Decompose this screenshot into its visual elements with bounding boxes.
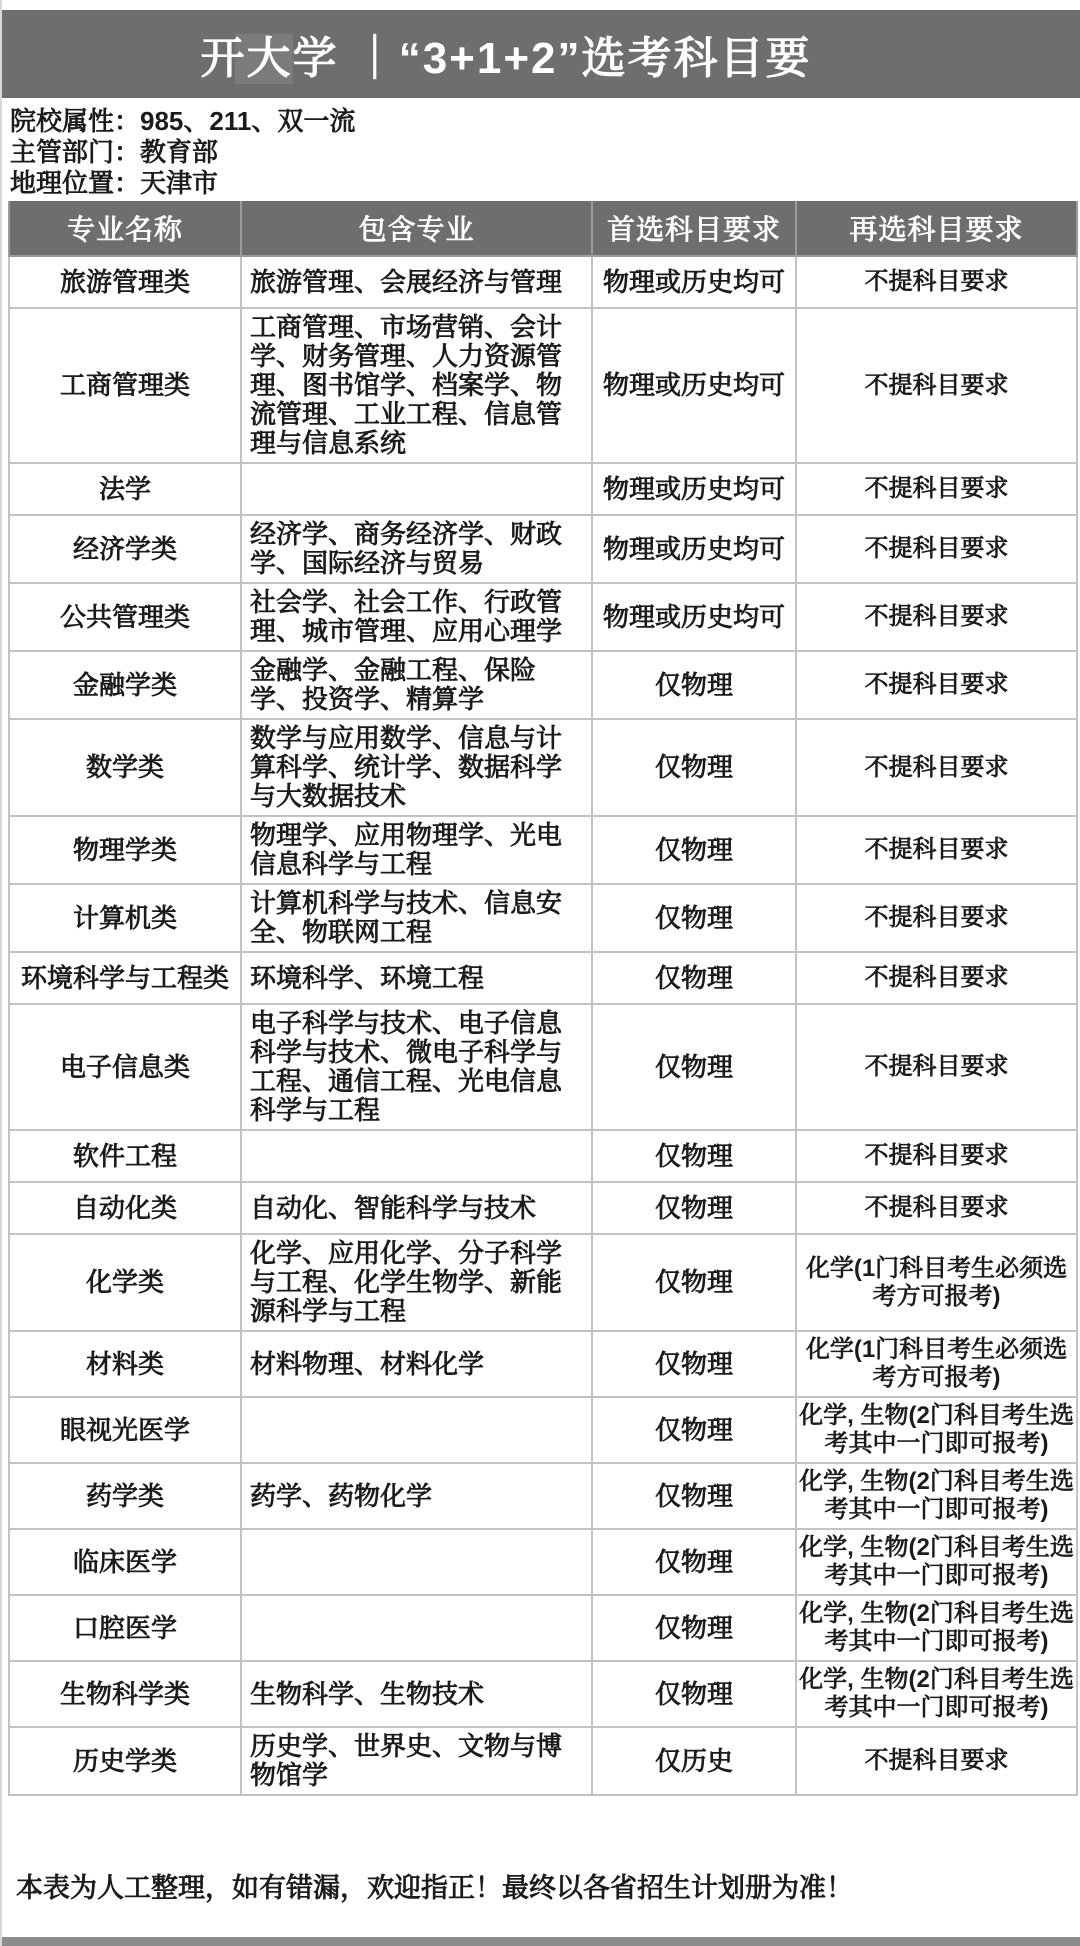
first-subject-cell: 仅物理: [592, 1397, 796, 1463]
first-subject-cell: 仅物理: [592, 1182, 796, 1234]
included-majors-cell: [241, 1595, 592, 1661]
second-subject-cell: 不提科目要求: [796, 1182, 1077, 1234]
school-info-block: [10, 106, 1072, 199]
included-majors-cell: 社会学、社会工作、行政管理、城市管理、应用心理学: [241, 583, 592, 651]
table-header-row: [9, 201, 1077, 256]
second-subject-cell: 不提科目要求: [796, 583, 1077, 651]
included-majors-cell: 环境科学、环境工程: [241, 952, 592, 1004]
second-subject-cell: 化学, 生物(2门科目考生选考其中一门即可报考): [796, 1463, 1077, 1529]
second-subject-cell: 不提科目要求: [796, 816, 1077, 884]
included-majors-cell: 药学、药物化学: [241, 1463, 592, 1529]
major-name-cell: 软件工程: [9, 1130, 241, 1182]
included-majors-cell: 材料物理、材料化学: [241, 1331, 592, 1397]
first-subject-cell: 物理或历史均可: [592, 583, 796, 651]
first-subject-cell: 仅物理: [592, 719, 796, 816]
major-name-cell: 化学类: [9, 1234, 241, 1331]
first-subject-cell: 仅物理: [592, 1661, 796, 1727]
second-subject-cell: 不提科目要求: [796, 515, 1077, 583]
major-name-cell: 生物科学类: [9, 1661, 241, 1727]
column-header-included-majors: 包含专业: [241, 201, 592, 256]
table-row: [9, 308, 1077, 463]
first-subject-cell: 仅物理: [592, 1234, 796, 1331]
major-name-cell: 工商管理类: [9, 308, 241, 463]
included-majors-cell: 化学、应用化学、分子科学与工程、化学生物学、新能源科学与工程: [241, 1234, 592, 1331]
first-subject-cell: 仅物理: [592, 1463, 796, 1529]
first-subject-cell: 仅物理: [592, 651, 796, 719]
major-name-cell: 材料类: [9, 1331, 241, 1397]
second-subject-cell: 不提科目要求: [796, 308, 1077, 463]
major-name-cell: 眼视光医学: [9, 1397, 241, 1463]
included-majors-cell: 生物科学、生物技术: [241, 1661, 592, 1727]
second-subject-cell: 不提科目要求: [796, 1130, 1077, 1182]
second-subject-cell: 不提科目要求: [796, 651, 1077, 719]
included-majors-cell: 金融学、金融工程、保险学、投资学、精算学: [241, 651, 592, 719]
title-banner: [2, 10, 1080, 98]
info-line-location: 地理位置：天津市: [10, 168, 219, 198]
major-name-cell: 旅游管理类: [9, 256, 241, 308]
included-majors-cell: 计算机科学与技术、信息安全、物联网工程: [241, 884, 592, 952]
included-majors-cell: [241, 1529, 592, 1595]
first-subject-cell: 物理或历史均可: [592, 515, 796, 583]
first-subject-cell: 物理或历史均可: [592, 256, 796, 308]
major-name-cell: 物理学类: [9, 816, 241, 884]
first-subject-cell: 仅物理: [592, 884, 796, 952]
table-row: [9, 1130, 1077, 1182]
second-subject-cell: 化学, 生物(2门科目考生选考其中一门即可报考): [796, 1529, 1077, 1595]
table-row: [9, 1727, 1077, 1795]
bottom-bar: [2, 1937, 1080, 1946]
table-row: [9, 719, 1077, 816]
major-name-cell: 口腔医学: [9, 1595, 241, 1661]
table-row: [9, 1182, 1077, 1234]
first-subject-cell: 仅物理: [592, 1004, 796, 1130]
major-name-cell: 经济学类: [9, 515, 241, 583]
first-subject-cell: 物理或历史均可: [592, 463, 796, 515]
info-line-department: 主管部门：教育部: [10, 137, 219, 167]
second-subject-cell: 不提科目要求: [796, 884, 1077, 952]
major-name-cell: 金融学类: [9, 651, 241, 719]
major-name-cell: 计算机类: [9, 884, 241, 952]
major-name-cell: 药学类: [9, 1463, 241, 1529]
major-name-cell: 电子信息类: [9, 1004, 241, 1130]
first-subject-cell: 仅物理: [592, 1529, 796, 1595]
included-majors-cell: 物理学、应用物理学、光电信息科学与工程: [241, 816, 592, 884]
second-subject-cell: 化学(1门科目考生必须选考方可报考): [796, 1234, 1077, 1331]
table-row: [9, 256, 1077, 308]
included-majors-cell: 数学与应用数学、信息与计算科学、统计学、数据科学与大数据技术: [241, 719, 592, 816]
first-subject-cell: 仅物理: [592, 1331, 796, 1397]
second-subject-cell: 化学, 生物(2门科目考生选考其中一门即可报考): [796, 1397, 1077, 1463]
footer-disclaimer: 本表为人工整理，如有错漏，欢迎指正！最终以各省招生计划册为准！: [16, 1873, 853, 1903]
major-name-cell: 环境科学与工程类: [9, 952, 241, 1004]
included-majors-cell: [241, 1130, 592, 1182]
included-majors-cell: 电子科学与技术、电子信息科学与技术、微电子科学与工程、通信工程、光电信息科学与工程: [241, 1004, 592, 1130]
column-header-first-subject: 首选科目要求: [592, 201, 796, 256]
table-row: [9, 651, 1077, 719]
included-majors-cell: 历史学、世界史、文物与博物馆学: [241, 1727, 592, 1795]
second-subject-cell: 不提科目要求: [796, 1727, 1077, 1795]
table-row: [9, 515, 1077, 583]
first-subject-cell: 仅历史: [592, 1727, 796, 1795]
first-subject-cell: 仅物理: [592, 952, 796, 1004]
table-row: [9, 463, 1077, 515]
included-majors-cell: [241, 463, 592, 515]
included-majors-cell: [241, 1397, 592, 1463]
first-subject-cell: 仅物理: [592, 1595, 796, 1661]
major-name-cell: 法学: [9, 463, 241, 515]
included-majors-cell: 经济学、商务经济学、财政学、国际经济与贸易: [241, 515, 592, 583]
table-row: [9, 1529, 1077, 1595]
second-subject-cell: 不提科目要求: [796, 719, 1077, 816]
major-name-cell: 历史学类: [9, 1727, 241, 1795]
table-row: [9, 1331, 1077, 1397]
table-row: [9, 952, 1077, 1004]
major-name-cell: 公共管理类: [9, 583, 241, 651]
table-row: [9, 1595, 1077, 1661]
second-subject-cell: 化学(1门科目考生必须选考方可报考): [796, 1331, 1077, 1397]
major-name-cell: 数学类: [9, 719, 241, 816]
included-majors-cell: 自动化、智能科学与技术: [241, 1182, 592, 1234]
second-subject-cell: 化学, 生物(2门科目考生选考其中一门即可报考): [796, 1595, 1077, 1661]
page-title: 开大学 ｜“3+1+2”选考科目要: [200, 34, 812, 83]
first-subject-cell: 仅物理: [592, 1130, 796, 1182]
table-row: [9, 1661, 1077, 1727]
column-header-major-name: 专业名称: [9, 201, 241, 256]
second-subject-cell: 不提科目要求: [796, 952, 1077, 1004]
second-subject-cell: 化学, 生物(2门科目考生选考其中一门即可报考): [796, 1661, 1077, 1727]
included-majors-cell: 工商管理、市场营销、会计学、财务管理、人力资源管理、图书馆学、档案学、物流管理、工业工程、信息管理与信息系统: [241, 308, 592, 463]
table-row: [9, 1234, 1077, 1331]
requirements-table-body: [9, 256, 1077, 1795]
second-subject-cell: 不提科目要求: [796, 463, 1077, 515]
table-row: [9, 884, 1077, 952]
major-name-cell: 临床医学: [9, 1529, 241, 1595]
first-subject-cell: 仅物理: [592, 816, 796, 884]
column-header-second-subject: 再选科目要求: [796, 201, 1077, 256]
table-row: [9, 1397, 1077, 1463]
included-majors-cell: 旅游管理、会展经济与管理: [241, 256, 592, 308]
table-row: [9, 1004, 1077, 1130]
table-row: [9, 583, 1077, 651]
table-row: [9, 816, 1077, 884]
second-subject-cell: 不提科目要求: [796, 256, 1077, 308]
table-row: [9, 1463, 1077, 1529]
requirements-table: [8, 201, 1078, 1796]
major-name-cell: 自动化类: [9, 1182, 241, 1234]
first-subject-cell: 物理或历史均可: [592, 308, 796, 463]
second-subject-cell: 不提科目要求: [796, 1004, 1077, 1130]
info-line-attributes: 院校属性：985、211、双一流: [10, 106, 356, 136]
